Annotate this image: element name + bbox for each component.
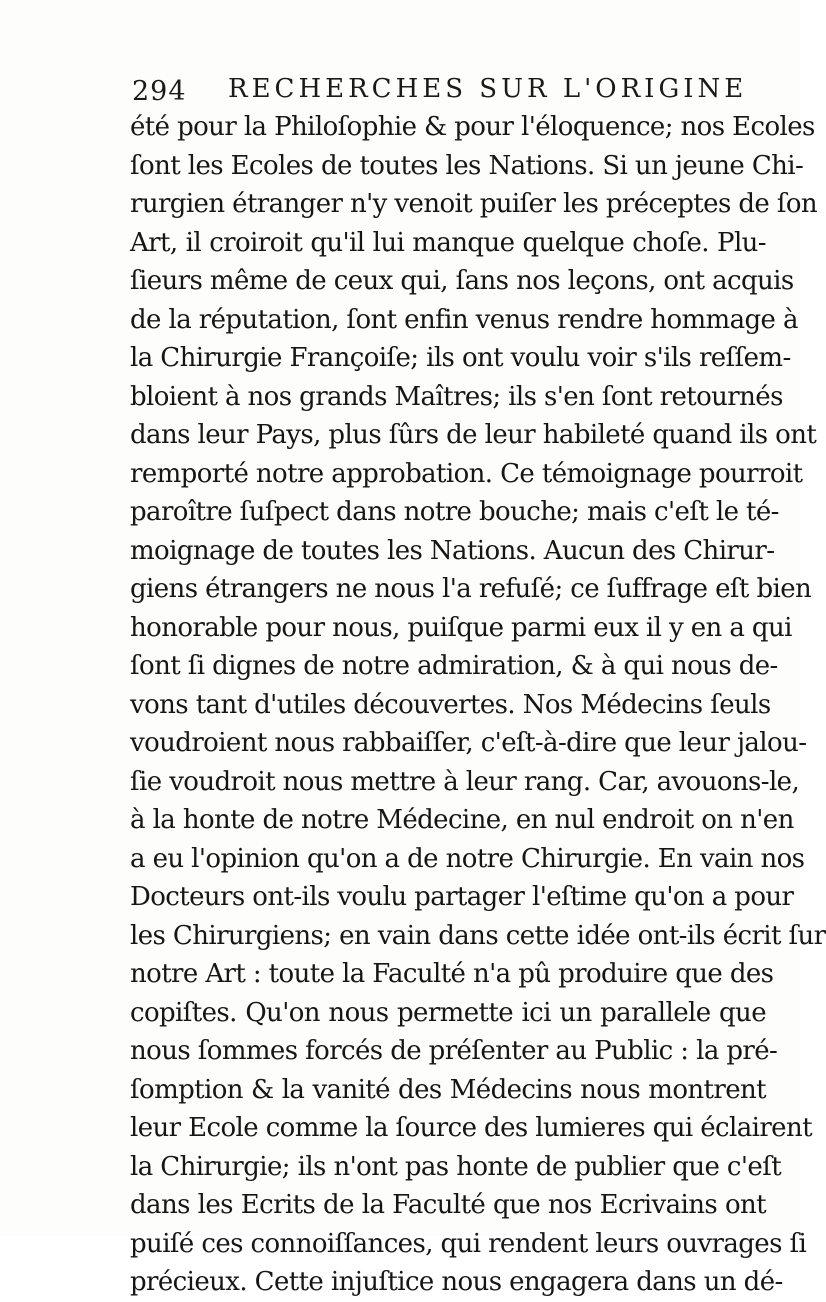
text-line: copiſtes. Qu'on nous permette ici un parallele que [130,997,766,1028]
text-line: bloient à nos grands Maîtres; ils s'en ſont retournés [130,381,783,412]
text-line: nous ſommes forcés de préſenter au Public : la pré- [130,1036,778,1066]
running-header [132,70,748,110]
text-line: giens étrangers ne nous l'a refuſé; ce ſuffrage eſt bien [130,574,812,604]
text-line: précieux. Cette injuſtice nous engagera dans un dé- [130,1267,783,1297]
text-line: dans les Ecrits de la Faculté que nos Ecrivains ont [130,1190,766,1220]
text-line: paroître ſuſpect dans notre bouche; mais c'eſt le té- [130,497,779,527]
text-line: dans leur Pays, plus ſûrs de leur habileté quand ils ont [130,420,817,450]
text-line: la Chirurgie Françoiſe; ils ont voulu voir s'ils reſſem- [130,343,791,373]
text-line: rurgien étranger n'y venoit puiſer les préceptes de ſon [130,189,818,219]
text-line: leur Ecole comme la ſource des lumieres qui éclairent [130,1113,812,1143]
text-line: ſie voudroit nous mettre à leur rang. Car, avouons-le, [130,766,800,797]
text-line: ſont les Ecoles de toutes les Nations. Si un jeune Chi- [130,150,804,181]
text-line: moignage de toutes les Nations. Aucun des Chirur- [130,535,775,566]
text-line: Art, il croiroit qu'il lui manque quelque choſe. Plu- [130,227,766,258]
text-line: honorable pour nous, puiſque parmi eux il y en a qui [130,612,792,643]
body-text [130,108,826,1302]
text-line: à la honte de notre Médecine, en nul endroit on n'en [130,805,794,835]
running-title: RECHERCHES SUR L'ORIGINE [228,74,748,104]
text-line: ſont ſi dignes de notre admiration, & à qui nous de- [130,651,778,681]
text-line: la Chirurgie; ils n'ont pas honte de publier que c'eſt [130,1151,782,1182]
text-line: les Chirurgiens; en vain dans cette idée ont-ils écrit ſur [130,920,826,951]
text-line: été pour la Philoſophie & pour l'éloquence; nos Ecoles [130,112,815,142]
text-line: remporté notre approbation. Ce témoignage pourroit [130,458,803,489]
text-line: ſieurs même de ceux qui, ſans nos leçons, ont acquis [130,266,794,296]
text-line: notre Art : toute la Faculté n'a pû produire que des [130,959,774,989]
text-line: puiſé ces connoiſſances, qui rendent leurs ouvrages ſi [130,1228,807,1259]
text-line: ſomption & la vanité des Médecins nous montrent [130,1074,766,1105]
text-line: de la réputation, ſont enfin venus rendre hommage à [130,304,798,335]
page-number: 294 [132,76,187,107]
text-line: voudroient nous rabbaiſſer, c'eſt-à-dire que leur jalou- [130,728,807,758]
text-line: a eu l'opinion qu'on a de notre Chirurgie. En vain nos [130,843,805,874]
text-line: vons tant d'utiles découvertes. Nos Médecins ſeuls [130,689,771,720]
text-line: Docteurs ont-ils voulu partager l'eſtime qu'on a pour [130,882,794,912]
